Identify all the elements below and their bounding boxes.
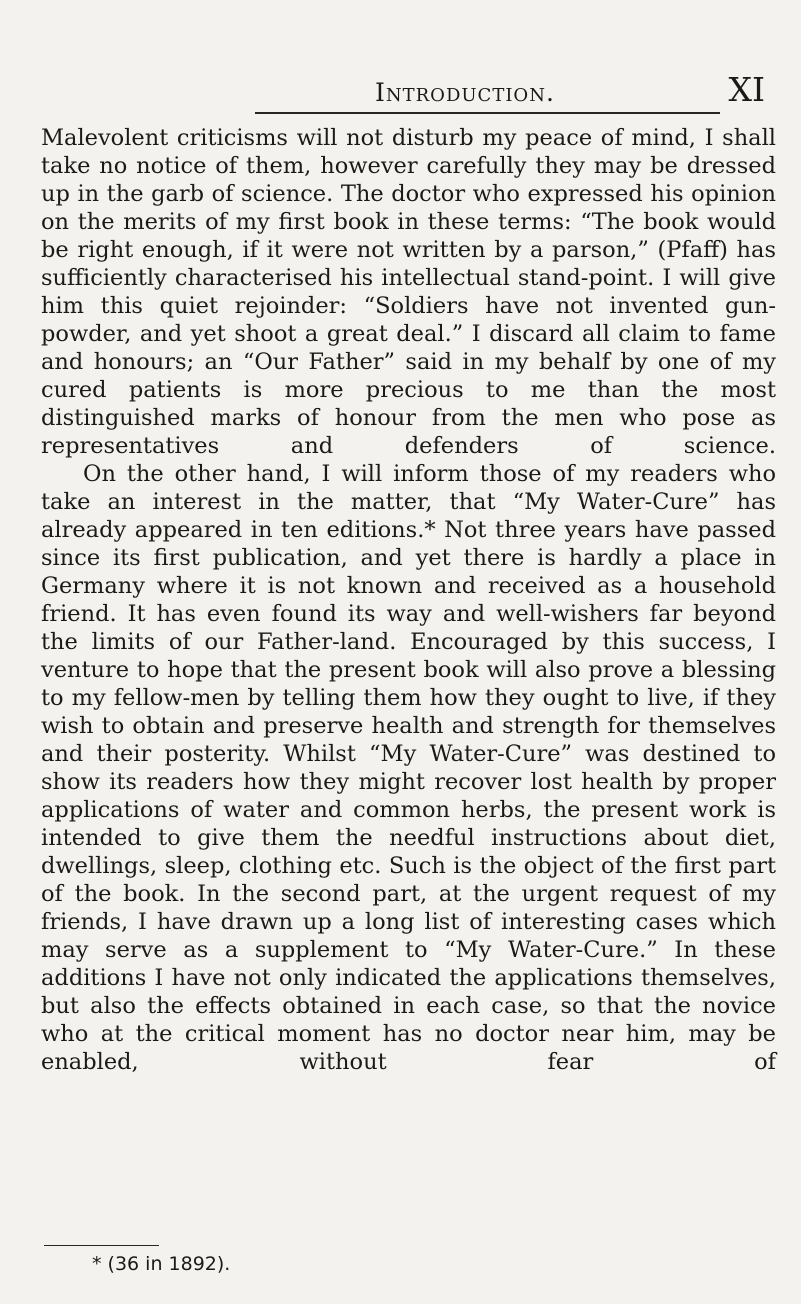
page-header	[40, 70, 775, 110]
paragraph-1: Malevolent criticisms will not disturb my peace of mind, I shall take no notice of them, however carefully they may be dressed up in the garb of science. The doctor who expressed his opinion on the merits of my first book in these terms: “The book would be right enough, if it were not written by a parson,” (Pfaff) has sufficiently characterised his intellectual stand-point. I will give him this quiet rejoinder: “Soldiers have not invented gun-powder, and yet shoot a great deal.” I discard all claim to fame and honours; an “Our Father” said in my behalf by one of my cured patients is more precious to me than the most distinguished marks of honour from the men who pose as representatives and defenders of science.	[41, 125, 776, 459]
footnote-rule	[44, 1245, 159, 1246]
page-number: XI	[728, 70, 765, 109]
body-text	[41, 124, 776, 1076]
header-rule	[255, 112, 720, 114]
footnote: * (36 in 1892).	[92, 1253, 231, 1275]
paragraph-2: On the other hand, I will inform those of my readers who take an interest in the matter, that “My Water-Cure” has already appeared in ten editions.* Not three years have passed since its first publication, and yet there is hardly a place in Germany where it is not known and received as a household friend. It has even found its way and well-wishers far beyond the limits of our Father-land. Encouraged by this success, I venture to hope that the present book will also prove a blessing to my fellow-men by telling them how they ought to live, if they wish to obtain and preserve health and strength for themselves and their posterity. Whilst “My Water-Cure” was destined to show its readers how they might recover lost health by proper applications of water and common herbs, the present work is intended to give them the needful instructions about diet, dwellings, sleep, clothing etc. Such is the object of the first part of the book. In the second part, at the urgent request of my friends, I have drawn up a long list of interesting cases which may serve as a supplement to “My Water-Cure.” In these additions I have not only indicated the applications themselves, but also the effects obtained in each case, so that the novice who at the critical moment has no doctor near him, may be enabled, without fear of	[41, 461, 776, 1075]
running-title: Introduction.	[375, 78, 555, 107]
